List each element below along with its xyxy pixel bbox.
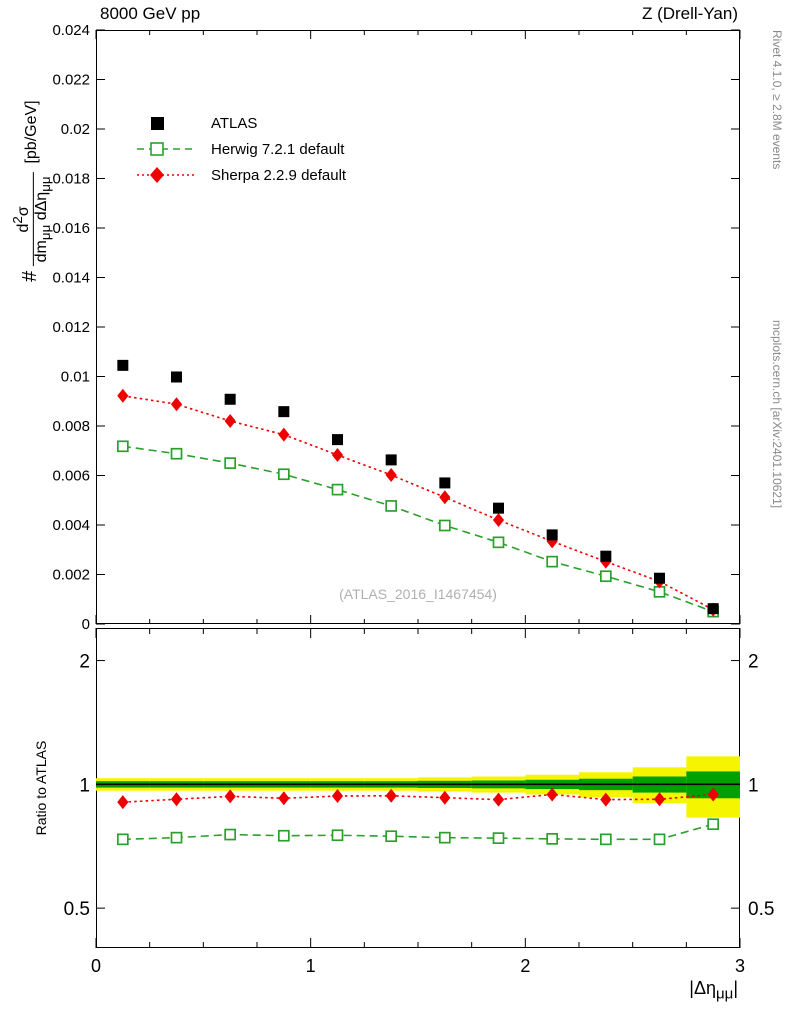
y-tick-label: 0.022: [52, 71, 90, 89]
data-marker: [386, 454, 397, 465]
y-tick-label: 0.014: [52, 269, 90, 287]
y-axis-title: # $d^2\sigma$ $dm_{\mu\mu}$ dΔη$_{\mu\mu}$ [pb/GeV]: [9, 100, 54, 282]
y-tick-label: 0.002: [52, 566, 90, 584]
y-tick-label: 0.006: [52, 467, 90, 485]
mcplots-reference-label: mcplots.cern.ch [arXiv:2401.10621]: [770, 320, 784, 509]
y-tick-label: 0.024: [52, 22, 90, 39]
series-line: [123, 824, 713, 839]
data-marker: [655, 834, 665, 844]
data-marker: [118, 834, 128, 844]
series-line: [123, 396, 713, 610]
x-tick-label: 0: [90, 956, 102, 976]
data-marker: [225, 830, 235, 840]
ratio-y-axis-title: Ratio to ATLAS: [33, 740, 49, 836]
ratio-y-tick-label: 0.5: [63, 899, 90, 921]
data-marker: [600, 551, 611, 562]
legend-label: Sherpa 2.2.9 default: [211, 166, 347, 184]
data-marker: [386, 468, 397, 482]
data-marker: [386, 501, 396, 511]
data-marker: [547, 529, 558, 540]
data-marker: [493, 513, 504, 527]
rivet-version-label: Rivet 4.1.0, ≥ 2.8M events: [770, 30, 784, 170]
data-marker: [439, 791, 450, 805]
y-tick-label: 0.01: [60, 368, 90, 386]
data-marker: [171, 371, 182, 382]
data-marker: [440, 833, 450, 843]
data-marker: [172, 449, 182, 459]
data-marker: [332, 448, 343, 462]
y-tick-label: 0.02: [60, 121, 90, 138]
ratio-y-tick-label: 2: [79, 651, 90, 673]
data-marker: [333, 485, 343, 495]
x-tick-label: 2: [520, 956, 531, 976]
data-marker: [439, 477, 450, 488]
data-marker: [225, 789, 236, 803]
data-marker: [386, 789, 397, 803]
data-marker: [440, 520, 450, 530]
data-marker: [172, 833, 182, 843]
analysis-id-watermark: (ATLAS_2016_I1467454): [339, 586, 497, 602]
data-marker: [117, 795, 128, 809]
data-marker: [333, 830, 343, 840]
ratio-y-tick-label: 1: [748, 775, 759, 797]
x-tick-label: 1: [305, 956, 316, 976]
data-marker: [493, 793, 504, 807]
data-marker: [171, 792, 182, 806]
data-marker: [547, 834, 557, 844]
y-tick-label: 0: [81, 616, 90, 633]
data-marker: [225, 458, 235, 468]
ratio-y-tick-label: 0.5: [748, 899, 775, 921]
data-marker: [654, 573, 665, 584]
ratio-y-tick-label: 1: [79, 775, 90, 797]
y-tick-label: 0.016: [52, 220, 90, 237]
data-marker: [225, 394, 236, 405]
y-tick-label: 0.018: [52, 170, 90, 188]
data-marker: [278, 406, 289, 417]
x-tick-label: 3: [734, 956, 746, 976]
legend-label: ATLAS: [211, 114, 258, 132]
header-right-label: Z (Drell-Yan): [641, 4, 738, 23]
series-line: [123, 446, 713, 611]
y-tick-label: 0.008: [52, 418, 90, 435]
data-marker: [225, 414, 236, 428]
data-marker: [118, 441, 128, 451]
data-marker: [708, 603, 719, 614]
data-marker: [547, 557, 557, 567]
data-marker: [494, 537, 504, 547]
ratio-y-tick-label: 2: [748, 651, 759, 673]
data-marker: [494, 833, 504, 843]
data-marker: [278, 428, 289, 442]
y-tick-label: 0.012: [52, 319, 90, 336]
x-axis-title: $|\Delta\eta_{\mu\mu}|$: [689, 978, 738, 1003]
data-marker: [708, 819, 718, 829]
data-marker: [117, 360, 128, 371]
data-marker: [279, 831, 289, 841]
data-marker: [332, 434, 343, 445]
data-marker: [601, 834, 611, 844]
header-left-label: 8000 GeV pp: [100, 4, 201, 23]
data-marker: [278, 791, 289, 805]
data-marker: [279, 469, 289, 479]
data-marker: [386, 831, 396, 841]
data-marker: [117, 389, 128, 403]
data-marker: [439, 490, 450, 504]
data-marker: [601, 571, 611, 581]
data-marker: [332, 789, 343, 803]
y-tick-label: 0.004: [52, 517, 90, 534]
data-marker: [493, 503, 504, 514]
data-marker: [171, 397, 182, 411]
legend-label: Herwig 7.2.1 default: [211, 140, 345, 158]
